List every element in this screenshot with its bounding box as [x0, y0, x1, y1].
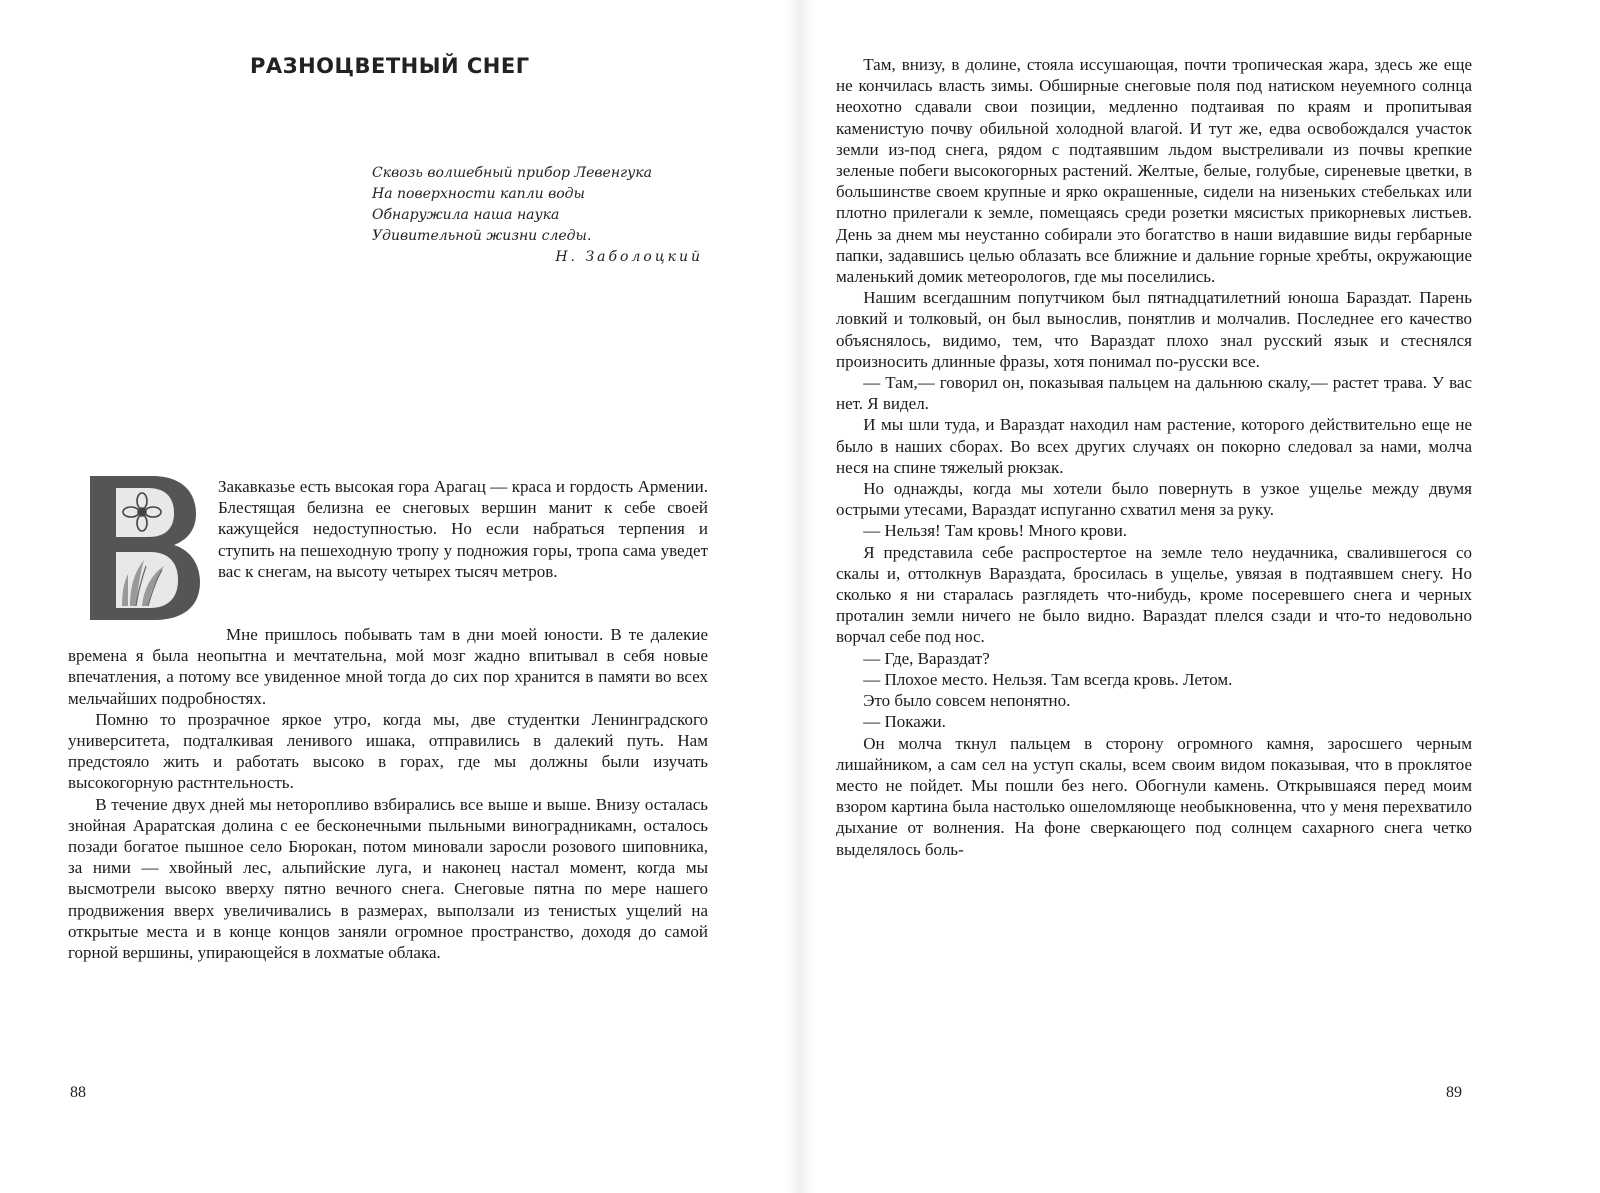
paragraph: — Плохое место. Нельзя. Там всегда кровь. Летом. [863, 669, 1233, 689]
paragraph: Я представила себе распростертое на земле тело неудачника, свалившегося со скалы и, оттолкнув Вараздата, бросилась в ущелье, увязая в подтаявшем снегу. Но сколько я ни старалась разглядеть что-нибудь, кроме посеревшего снега и черных проталин земли ничего не было видно. Вараздат плелся сзади и что-то недовольно ворчал себе под нос. [836, 542, 1472, 647]
paragraph: И мы шли туда, и Вараздат находил нам растение, которого действительно еще не было в наших сборах. Во всех других случаях он покорно следовал за нами, молча неся на спине тяжелый рюкзак. [836, 415, 1472, 477]
page-number: 88 [70, 1084, 86, 1101]
paragraph: — Там,— говорил он, показывая пальцем на дальнюю скалу,— растет трава. У вас нет. Я видел. [836, 373, 1472, 414]
chapter-title: РАЗНОЦВЕТНЫЙ СНЕГ [250, 54, 530, 78]
paragraph: Мне пришлось побывать там в дни моей юности. В те далекие времена я была неопытна и мечтательна, мой мозг жадно впитывал в себя новые впечатления, а потому все увиденное мной тогда до сих пор хранится в памяти во всех мельчайших подробностях. [68, 625, 708, 708]
paragraph: Помню то прозрачное яркое утро, когда мы, две студентки Ленинградского университета, подталкивая ленивого ишака, отправились в далекий путь. Нам предстояло жить и работать высоко в горах, где мы должны были изучать высокогорную растнтельность. [68, 709, 708, 793]
epigraph-line: Сквозь волшебный прибор Левенгука [372, 165, 652, 181]
paragraph: Он молча ткнул пальцем в сторону огромного камня, заросшего черным лишайником, а сам сел на уступ скалы, всем своим видом показывая, что в проклятое место не пойдет. Мы пошли без него. Обогнули камень. Открывшаяся перед моим взором картина была настолько ошеломляюще необыкновенна, что у меня перехватило дыхание от волнения. На фоне сверкающего под солнцем сахарного снега четко выделялось боль- [836, 733, 1472, 859]
page-number: 89 [1446, 1084, 1462, 1101]
paragraph: Закавказье есть высокая гора Арагац — краса и гордость Армении. Блестящая белизна ее снеговых вершин манит к себе своей кажущейся недоступностью. Но если набраться терпения и ступить на пешеходную тропу у подножия горы, тропа сама уведет вас к снегам, на высоту четырех тысяч метров. [218, 477, 708, 581]
epigraph-line: На поверхности капли воды [372, 186, 585, 202]
paragraph: В течение двух дней мы неторопливо взбирались все выше и выше. Внизу осталась знойная Араратская долина с ее бесконечными пыльными виноградникамн, осталось позади богатое пышное село Бюрокан, потом миновали заросли розового шиповника, за ними — хвойный лес, альпийские луга, и наконец настал момент, когда мы высмотрели высоко вверху пятно вечного снега. Снеговые пятна по мере нашего продвижения вверх увеличивались в размерах, выползали из тенистых ущелий на открытые места и в конце концов заняли огромное пространство, доходя до самой горной вершины, упирающейся в лохматые облака. [68, 794, 708, 963]
epigraph-line: Обнаружила наша наука [372, 207, 560, 223]
left-page [0, 0, 790, 1193]
paragraph: — Нельзя! Там кровь! Много крови. [863, 521, 1128, 541]
paragraph-intro [218, 476, 708, 582]
left-page-text [68, 624, 708, 963]
epigraph-line: Удивительной жизни следы. [372, 228, 592, 244]
paragraph: Нашим всегдашним попутчиком был пятнадцатилетний юноша Бараздат. Парень ловкий и толковый, он был вынослив, понятлив и молчалив. Последнее его качество объяснялось, видимо, тем, что Вараздат плохо знал русский язык и стеснялся произносить длинные фразы, хотя понимал по-русски все. [836, 288, 1472, 371]
paragraph: Но однажды, когда мы хотели было повернуть в узкое ущелье между двумя острыми утесами, Вараздат испуганно схватил меня за руку. [836, 479, 1472, 520]
paragraph: Это было совсем непонятно. [863, 691, 1071, 711]
epigraph [372, 163, 717, 268]
right-page-text [836, 54, 1472, 860]
drop-cap-initial [86, 474, 202, 622]
paragraph: Там, внизу, в долине, стояла иссушающая, почти тропическая жара, здесь же еще не кончилась власть зимы. Обширные снеговые поля под натиском неуемного солнца неохотно сдавали свои позиции, медленно подтаивая по краям и пропитывая каменистую почву обильной холодной влагой. И тут же, едва освобождался участок земли из-под снега, рядом с подтаявшим льдом выстреливали из почвы крепкие зеленые побеги высокогорных растений. Желтые, белые, голубые, сиреневые цветки, в большинстве своем крупные и ярко окрашенные, сидели на низеньких стебельках или плотно прилегали к земле, помещаясь среди розетки мясистых прикорневых листьев. День за днем мы неустанно собирали это богатство в наши видавшие виды гербарные папки, задавшись целью облазать все ближние и дальние горные хребты, окружающие маленький домик метеорологов, где мы поселились. [836, 55, 1472, 287]
paragraph: — Покажи. [863, 712, 946, 732]
paragraph: — Где, Вараздат? [863, 648, 990, 668]
epigraph-author: Н. Заболоцкий [555, 249, 703, 265]
